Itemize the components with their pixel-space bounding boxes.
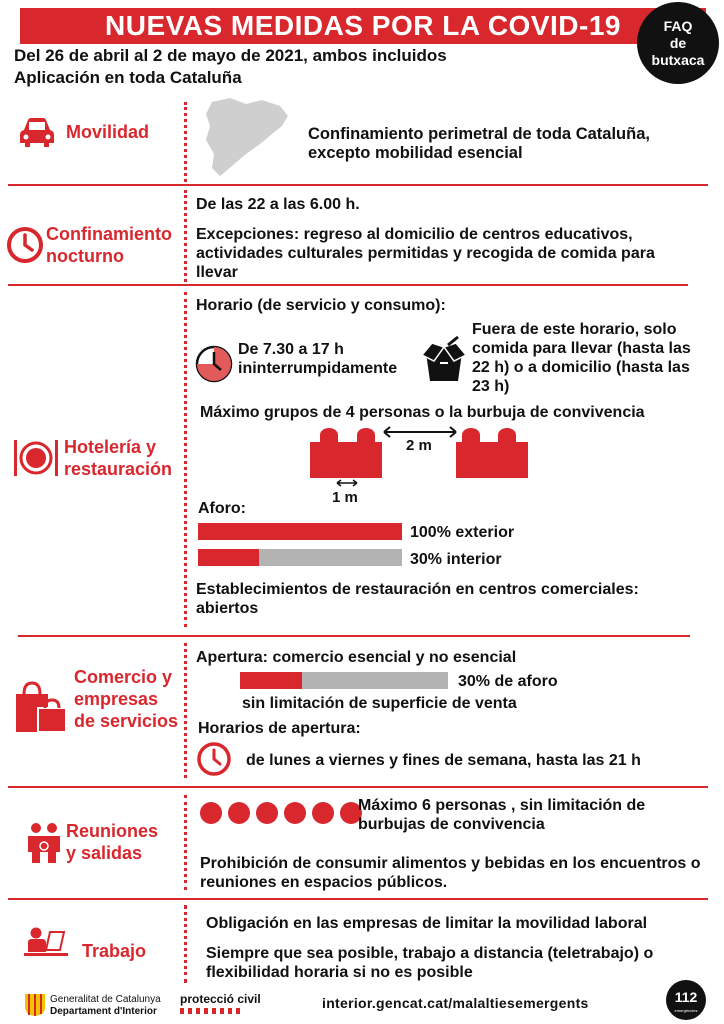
label-line: empresas (74, 689, 159, 709)
hours-line: ininterrumpidamente (238, 360, 398, 377)
hours-title: Horarios de apertura: (198, 720, 361, 737)
section-divider (8, 284, 688, 286)
label-line: y salidas (66, 843, 143, 863)
divider-dots (184, 643, 187, 778)
label-line: Reuniones (66, 821, 159, 841)
label-line: Comercio y (74, 667, 173, 687)
person-dot (228, 802, 250, 824)
clock-partial-icon (194, 344, 234, 384)
subtitle-scope: Aplicación en toda Cataluña (14, 68, 242, 87)
label-line: de servicios (74, 711, 179, 731)
distance-chairs: 1 m (332, 489, 358, 506)
schedule-title: Horario (de servicio y consumo): (196, 297, 446, 314)
person-dot (200, 802, 222, 824)
section-label-reuniones (66, 820, 158, 864)
nocturno-hours: De las 22 a las 6.00 h. (196, 196, 360, 213)
subtitle-dates: Del 26 de abril al 2 de mayo de 2021, ambos incluidos (14, 46, 447, 65)
distance-arrow-icon (336, 478, 358, 488)
shopping-bags-icon (14, 680, 68, 734)
interior-capacity-bar (198, 549, 402, 566)
people-dots (200, 802, 362, 824)
section-divider (8, 786, 708, 788)
section-label-nocturno (46, 223, 172, 267)
interior-label: 30% interior (410, 551, 502, 568)
distance-tables: 2 m (406, 437, 432, 454)
gencat-line1: Generalitat de Catalunya (50, 994, 161, 1005)
movilidad-text: Confinamiento perimetral de toda Cataluña, excepto mobilidad esencial (308, 125, 650, 162)
proteccio-civil-logo: protecció civil (180, 992, 261, 1006)
faq-badge (637, 2, 719, 84)
malls-text: Establecimientos de restauración en centros comerciales: abiertos (196, 581, 639, 617)
divider-dots (184, 795, 187, 890)
person-dot (312, 802, 334, 824)
people-icon (26, 822, 62, 864)
commerce-aforo-label: 30% de aforo (458, 673, 558, 690)
section-label-trabajo: Trabajo (82, 941, 147, 961)
divider-dots (184, 102, 187, 182)
chair (357, 428, 375, 442)
person-dot (284, 802, 306, 824)
generalitat-logo-icon (24, 993, 46, 1017)
section-divider (8, 898, 708, 900)
label-line: nocturno (46, 246, 124, 266)
faq-line1: FAQ (663, 17, 693, 34)
clock-icon (6, 226, 44, 264)
trabajo-line1: Obligación en las empresas de limitar la movilidad laboral (206, 915, 648, 932)
hours-text (238, 340, 397, 378)
catalonia-map-icon (202, 96, 290, 178)
reuniones-prohibition: Prohibición de consumir alimentos y bebidas en los encuentros o reuniones en espacios públicos. (200, 855, 701, 891)
exterior-label: 100% exterior (410, 524, 515, 541)
divider-dots (184, 905, 187, 983)
laptop-worker-icon (24, 926, 68, 962)
chair (320, 428, 338, 442)
section-divider (18, 635, 690, 637)
reuniones-max: Máximo 6 personas , sin limitación de burbujas de convivencia (358, 797, 646, 833)
divider-dots (184, 190, 187, 282)
section-label-hosteleria (64, 436, 172, 480)
hours-line: De 7.30 a 17 h (238, 341, 344, 358)
section-divider (8, 184, 708, 186)
takeaway-box-icon (418, 335, 470, 387)
gencat-logo-text (50, 994, 161, 1018)
commerce-capacity-bar (240, 672, 448, 689)
emergency-number: 112 (674, 989, 698, 1005)
trabajo-line2: Siempre que sea posible, trabajo a distancia (teletrabajo) o flexibilidad horaria si no es posible (206, 945, 654, 981)
car-icon (18, 116, 56, 148)
faq-line3: butxaca (651, 51, 705, 68)
section-label-comercio (74, 666, 178, 732)
clock-icon (196, 741, 232, 777)
interior-capacity-fill (198, 549, 259, 566)
table (456, 442, 528, 478)
label-line: Confinamiento (46, 224, 172, 244)
page-title: NUEVAS MEDIDAS POR LA COVID-19 (20, 8, 706, 44)
plate-cutlery-icon (12, 438, 60, 478)
commerce-hours: de lunes a viernes y fines de semana, hasta las 21 h (246, 752, 641, 769)
label-line: Hotelería y (64, 437, 157, 457)
no-limit-text: sin limitación de superficie de venta (242, 695, 517, 712)
section-label-movilidad: Movilidad (66, 122, 150, 142)
label-line: restauración (64, 459, 173, 479)
exterior-capacity-bar (198, 523, 402, 540)
aforo-title: Aforo: (198, 500, 246, 517)
commerce-capacity-fill (240, 672, 302, 689)
groups-text: Máximo grupos de 4 personas o la burbuja de convivencia (200, 404, 645, 421)
chair (462, 428, 480, 442)
emergency-sub: emergències (674, 1008, 698, 1013)
chair (498, 428, 516, 442)
person-dot (256, 802, 278, 824)
footer-url[interactable]: interior.gencat.cat/malaltiesemergents (322, 995, 589, 1011)
nocturno-exceptions: Excepciones: regreso al domicilio de centros educativos, actividades culturales permitidas y recogida de comida para llevar (196, 226, 655, 281)
proteccio-stripes (180, 1008, 240, 1014)
emergency-112-badge (666, 980, 706, 1020)
opening-text: Apertura: comercio esencial y no esencial (196, 649, 517, 666)
outside-hours-text: Fuera de este horario, solo comida para llevar (hasta las 22 h) o a domicilio (hasta las 23 h) (472, 321, 691, 395)
divider-dots (184, 292, 187, 627)
gencat-line2: Departament d'Interior (50, 1006, 157, 1017)
faq-line2: de (669, 34, 687, 51)
table (310, 442, 382, 478)
